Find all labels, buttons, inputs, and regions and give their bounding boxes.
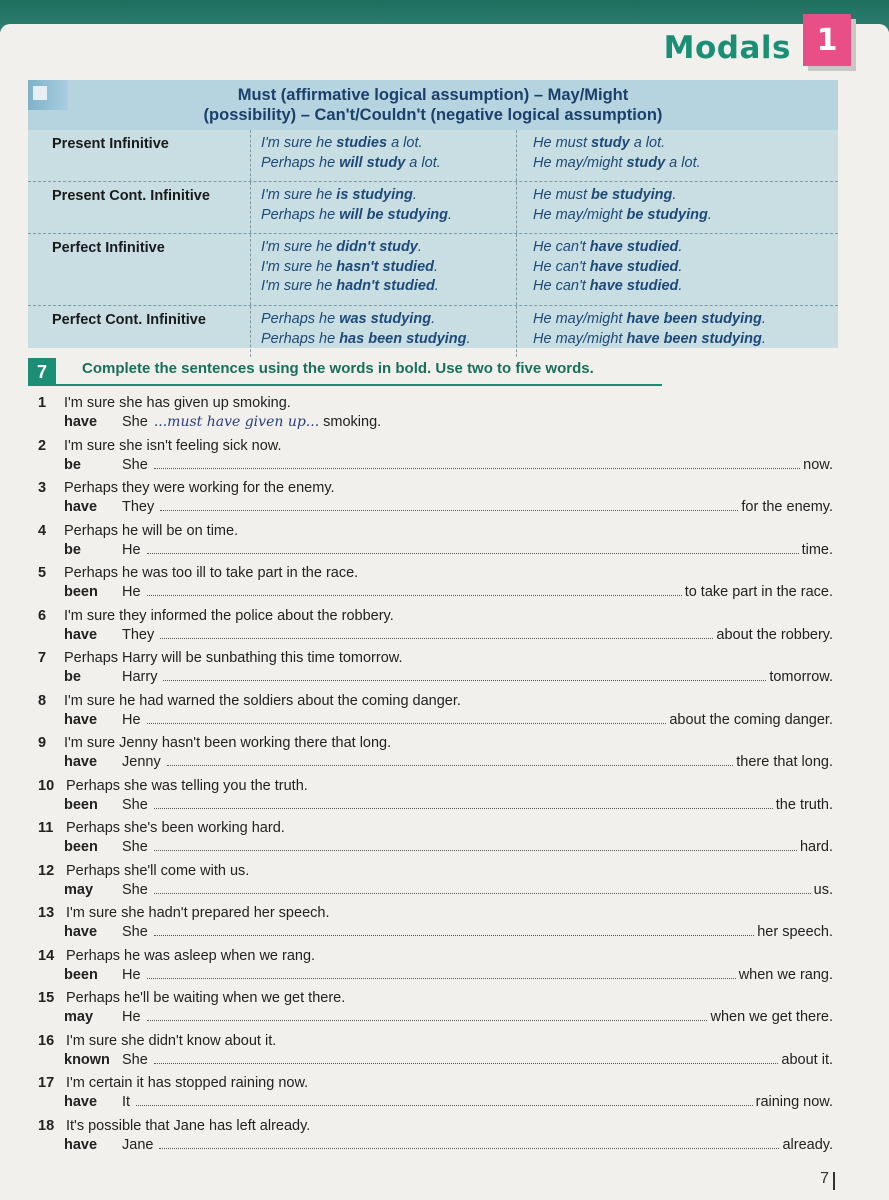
grammar-row-label: Perfect Cont. Infinitive: [28, 306, 251, 357]
answer-blank[interactable]: [159, 1148, 779, 1149]
item-sentence-line: [38, 1118, 310, 1134]
item-sentence: Perhaps she'll come with us.: [66, 862, 250, 879]
item-number: 16: [38, 1032, 55, 1049]
item-answer-line: [64, 924, 833, 940]
item-subject: She: [122, 839, 148, 855]
grammar-example-left: [251, 130, 517, 181]
example-line: [261, 154, 516, 174]
item-subject: He: [122, 541, 141, 558]
answer-blank[interactable]: [167, 765, 734, 766]
example-line: [533, 258, 833, 278]
item-tail: there that long.: [736, 754, 833, 770]
item-answer-line: [64, 712, 833, 728]
item-sentence: Perhaps she's been working hard.: [66, 820, 285, 836]
example-highlight: is studying: [336, 187, 413, 203]
item-subject: She: [122, 456, 148, 473]
item-number: 10: [38, 777, 55, 794]
item-number: 5: [38, 565, 47, 581]
item-subject: He: [122, 584, 141, 600]
item-sentence: I'm certain it has stopped raining now.: [66, 1075, 309, 1091]
item-sentence: Perhaps she was telling you the truth.: [66, 777, 308, 794]
item-subject: She: [122, 881, 148, 898]
example-highlight: study: [591, 135, 630, 151]
item-sentence: Perhaps he was too ill to take part in the race.: [64, 565, 359, 581]
grammar-example-left: [251, 306, 517, 357]
item-sentence-line: [38, 565, 358, 581]
unit-number-badge: 1: [803, 14, 851, 66]
example-text: Perhaps he: [261, 311, 340, 327]
example-text: .: [412, 187, 417, 203]
item-sentence-line: [38, 820, 285, 836]
exercise-items: [38, 393, 833, 1158]
item-answer-line: [64, 627, 833, 643]
item-number: 2: [38, 437, 47, 454]
exercise-item: [38, 988, 833, 1031]
exercise-item: [38, 436, 833, 479]
keyword: be: [64, 669, 81, 685]
item-sentence-line: [38, 863, 249, 879]
answer-blank[interactable]: [154, 935, 754, 936]
keyword: have: [64, 1136, 98, 1153]
answer-blank[interactable]: [154, 468, 800, 469]
item-tail: to take part in the race.: [684, 584, 833, 600]
example-text: Perhaps he: [261, 330, 340, 347]
item-answer-line: [64, 414, 833, 430]
item-number: 6: [38, 607, 47, 624]
exercise-item: [38, 946, 833, 989]
example-text: I'm sure he: [261, 239, 337, 255]
item-sentence: I'm sure he had warned the soldiers about the coming danger.: [64, 692, 461, 709]
grammar-row: [28, 181, 838, 233]
keyword: been: [64, 796, 98, 813]
exercise-item: [38, 648, 833, 691]
example-text: .: [466, 330, 471, 347]
keyword: have: [64, 754, 98, 770]
example-line: [533, 134, 833, 154]
item-sentence-line: [38, 1075, 308, 1091]
example-highlight: have studied: [589, 239, 679, 255]
item-sentence-line: [38, 395, 291, 411]
item-sentence-line: [38, 948, 315, 964]
item-number: 3: [38, 480, 47, 496]
example-line: [533, 330, 833, 350]
example-line: [261, 186, 516, 206]
item-subject: Jane: [122, 1136, 154, 1153]
exercise-item: [38, 1116, 833, 1159]
item-sentence-line: [38, 990, 345, 1006]
item-answer-line: [64, 882, 833, 898]
answer-blank[interactable]: [160, 638, 713, 639]
keyword: have: [64, 414, 98, 430]
exercise-item: [38, 776, 833, 819]
example-text: .: [417, 239, 422, 255]
grammar-box: [28, 80, 838, 348]
keyword: have: [64, 924, 98, 940]
grammar-example-left: [251, 234, 517, 305]
example-line: [533, 154, 833, 174]
item-number: 12: [38, 862, 55, 879]
item-tail: hard.: [799, 839, 833, 855]
example-text: .: [434, 278, 439, 294]
answer-blank[interactable]: [163, 680, 766, 681]
item-sentence-line: [38, 778, 308, 794]
item-number: 8: [38, 692, 47, 709]
grammar-example-right: [517, 182, 833, 233]
example-line: [261, 258, 516, 278]
example-text: He must: [533, 135, 592, 151]
handwritten-answer: ...must have given up...: [153, 414, 320, 430]
grammar-row: [28, 233, 838, 305]
keyword: have: [64, 711, 98, 728]
item-sentence: Perhaps they were working for the enemy.: [64, 480, 335, 496]
example-text: Perhaps he: [261, 154, 340, 171]
keyword: be: [64, 456, 81, 473]
item-answer-line: [64, 839, 833, 855]
example-highlight: was studying: [339, 311, 432, 327]
item-sentence: I'm sure she hadn't prepared her speech.: [66, 905, 330, 921]
answer-blank[interactable]: [160, 510, 738, 511]
example-highlight: have been studying: [626, 330, 762, 347]
item-number: 18: [38, 1117, 55, 1134]
item-number: 14: [38, 947, 55, 964]
item-sentence: I'm sure Jenny hasn't been working there that long.: [64, 735, 392, 751]
item-answer-line: [64, 584, 833, 600]
exercise-item: [38, 818, 833, 861]
item-sentence-line: [38, 523, 238, 539]
example-text: He must: [533, 187, 592, 203]
keyword: be: [64, 541, 81, 558]
item-answer-line: [64, 457, 833, 473]
item-tail: smoking.: [323, 414, 382, 430]
item-subject: They: [122, 499, 155, 515]
item-subject: She: [122, 1051, 148, 1068]
exercise-underline: [56, 384, 662, 386]
exercise-item: [38, 563, 833, 606]
exercise-number: 7: [28, 358, 56, 386]
item-number: 15: [38, 990, 55, 1006]
answer-blank[interactable]: [154, 1063, 779, 1064]
grammar-title-line2: (possibility) – Can't/Couldn't (negative logical assumption): [203, 106, 663, 124]
example-line: [533, 186, 833, 206]
example-text: .: [447, 206, 452, 223]
item-answer-line: [64, 542, 833, 558]
item-sentence-line: [38, 905, 329, 921]
example-line: [533, 238, 833, 258]
keyword: been: [64, 966, 98, 983]
item-tail: about the coming danger.: [669, 711, 833, 728]
example-line: [261, 206, 516, 226]
grammar-title-line1: Must (affirmative logical assumption) – May/Might: [237, 86, 629, 104]
item-answer-line: [64, 1137, 833, 1153]
example-highlight: have been studying: [626, 311, 762, 327]
grammar-example-right: [517, 130, 833, 181]
item-answer-line: [64, 499, 833, 515]
item-number: 11: [38, 820, 54, 836]
exercise-item: [38, 1031, 833, 1074]
answer-blank[interactable]: [147, 553, 799, 554]
box-corner-icon: [28, 80, 68, 110]
item-sentence-line: [38, 650, 402, 666]
item-answer-line: [64, 967, 833, 983]
item-sentence-line: [38, 735, 391, 751]
exercise-item: [38, 861, 833, 904]
item-answer-line: [64, 1009, 833, 1025]
answer-blank[interactable]: [154, 893, 811, 894]
item-tail: the truth.: [775, 796, 833, 813]
item-sentence: I'm sure she didn't know about it.: [66, 1032, 277, 1049]
item-tail: already.: [782, 1136, 833, 1153]
item-tail: tomorrow.: [769, 669, 833, 685]
item-tail: us.: [813, 881, 833, 898]
example-highlight: study: [626, 154, 666, 171]
answer-blank[interactable]: [154, 850, 797, 851]
item-subject: It: [122, 1094, 131, 1110]
example-text: I'm sure he: [261, 187, 337, 203]
example-text: .: [761, 330, 766, 347]
exercise-item: [38, 606, 833, 649]
item-subject: He: [122, 711, 141, 728]
exercise-item: [38, 733, 833, 776]
example-highlight: studies: [336, 135, 388, 151]
grammar-row-label: Present Infinitive: [28, 130, 251, 181]
item-subject: They: [122, 626, 155, 643]
answer-blank[interactable]: [147, 1020, 708, 1021]
example-highlight: hadn't studied: [336, 278, 435, 294]
grammar-row: [28, 130, 838, 181]
page-number: 7: [820, 1170, 829, 1187]
example-highlight: have studied: [589, 278, 679, 294]
keyword: have: [64, 1094, 98, 1110]
example-text: .: [707, 206, 712, 223]
item-sentence-line: [38, 480, 335, 496]
item-tail: now.: [803, 456, 833, 473]
answer-blank[interactable]: [147, 723, 667, 724]
item-sentence: I'm sure she has given up smoking.: [64, 395, 291, 411]
item-sentence: It's possible that Jane has left already.: [66, 1117, 311, 1134]
item-tail: about the robbery.: [716, 626, 833, 643]
example-text: .: [678, 278, 683, 294]
answer-blank[interactable]: [147, 595, 682, 596]
item-sentence: I'm sure they informed the police about the robbery.: [64, 607, 394, 624]
keyword: been: [64, 839, 98, 855]
example-text: I'm sure he: [261, 135, 337, 151]
item-tail: for the enemy.: [741, 499, 833, 515]
example-text: .: [678, 239, 683, 255]
exercise-item: [38, 691, 833, 734]
grammar-row: [28, 305, 838, 357]
item-tail: raining now.: [755, 1094, 833, 1110]
item-tail: about it.: [781, 1051, 833, 1068]
exercise-item: [38, 1073, 833, 1116]
example-text: He may/might: [533, 311, 627, 327]
exercise-item: [38, 478, 833, 521]
item-subject: Jenny: [122, 754, 161, 770]
example-highlight: will be studying: [339, 206, 448, 223]
example-text: I'm sure he: [261, 278, 337, 294]
example-text: Perhaps he: [261, 206, 340, 223]
item-sentence-line: [38, 1033, 276, 1049]
grammar-table: [28, 130, 838, 357]
example-text: .: [761, 311, 766, 327]
example-text: He can't: [533, 239, 590, 255]
example-line: [261, 134, 516, 154]
item-sentence: Perhaps he'll be waiting when we get there.: [66, 990, 346, 1006]
example-highlight: has been studying: [339, 330, 467, 347]
item-number: 13: [38, 905, 55, 921]
keyword: been: [64, 584, 98, 600]
example-line: [533, 206, 833, 226]
unit-title: Modals: [663, 30, 791, 66]
grammar-example-left: [251, 182, 517, 233]
exercise-item: [38, 903, 833, 946]
example-text: a lot.: [387, 135, 423, 151]
example-text: He can't: [533, 278, 590, 294]
item-subject: He: [122, 966, 141, 983]
item-answer-line: [64, 754, 833, 770]
item-number: 9: [38, 735, 47, 751]
item-sentence-line: [38, 438, 282, 454]
item-tail: when we get there.: [710, 1009, 833, 1025]
grammar-box-header: [28, 80, 838, 130]
item-subject: He: [122, 1009, 141, 1025]
example-highlight: have studied: [589, 258, 679, 275]
example-highlight: didn't study: [336, 239, 418, 255]
item-answer-line: [64, 1094, 833, 1110]
exercise-item: [38, 393, 833, 436]
item-number: 17: [38, 1075, 55, 1091]
example-line: [261, 310, 516, 330]
example-text: .: [431, 311, 436, 327]
item-subject: She: [122, 414, 148, 430]
exercise-item: [38, 521, 833, 564]
item-sentence: Perhaps he was asleep when we rang.: [66, 947, 316, 964]
item-tail: time.: [801, 541, 833, 558]
example-text: He can't: [533, 258, 590, 275]
exercise-instruction: Complete the sentences using the words in bold. Use two to five words.: [82, 360, 594, 377]
keyword: known: [64, 1051, 110, 1068]
item-tail: when we rang.: [738, 966, 833, 983]
example-line: [261, 238, 516, 258]
item-subject: Harry: [122, 669, 158, 685]
item-number: 4: [38, 522, 47, 539]
grammar-row-label: Perfect Infinitive: [28, 234, 251, 305]
item-subject: She: [122, 924, 148, 940]
answer-blank[interactable]: [147, 978, 736, 979]
item-subject: She: [122, 796, 148, 813]
example-text: .: [678, 258, 683, 275]
keyword: may: [64, 881, 94, 898]
keyword: have: [64, 499, 98, 515]
item-sentence-line: [38, 608, 394, 624]
example-line: [261, 277, 516, 297]
answer-blank[interactable]: [136, 1105, 753, 1106]
example-text: He may/might: [533, 154, 627, 171]
item-number: 1: [38, 395, 47, 411]
example-text: .: [672, 187, 677, 203]
answer-blank[interactable]: [154, 808, 773, 809]
example-highlight: will study: [339, 154, 406, 171]
example-text: a lot.: [629, 135, 666, 151]
example-text: He may/might: [533, 330, 627, 347]
item-answer-line: [64, 1052, 833, 1068]
example-text: a lot.: [665, 154, 701, 171]
example-text: .: [434, 258, 439, 275]
example-text: He may/might: [533, 206, 627, 223]
keyword: have: [64, 626, 98, 643]
example-text: I'm sure he: [261, 258, 337, 275]
example-line: [533, 310, 833, 330]
grammar-row-label: Present Cont. Infinitive: [28, 182, 251, 233]
item-answer-line: [64, 797, 833, 813]
keyword: may: [64, 1009, 94, 1025]
example-highlight: be studying: [626, 206, 708, 223]
grammar-example-right: [517, 306, 833, 357]
item-sentence: Perhaps Harry will be sunbathing this time tomorrow.: [64, 650, 403, 666]
item-answer-line: [64, 669, 833, 685]
item-number: 7: [38, 650, 47, 666]
grammar-example-right: [517, 234, 833, 305]
item-sentence: Perhaps he will be on time.: [64, 522, 239, 539]
example-highlight: be studying: [591, 187, 673, 203]
example-line: [261, 330, 516, 350]
item-tail: her speech.: [757, 924, 833, 940]
item-sentence: I'm sure she isn't feeling sick now.: [64, 437, 282, 454]
item-sentence-line: [38, 693, 461, 709]
example-highlight: hasn't studied: [336, 258, 435, 275]
example-line: [533, 277, 833, 297]
example-text: a lot.: [405, 154, 441, 171]
